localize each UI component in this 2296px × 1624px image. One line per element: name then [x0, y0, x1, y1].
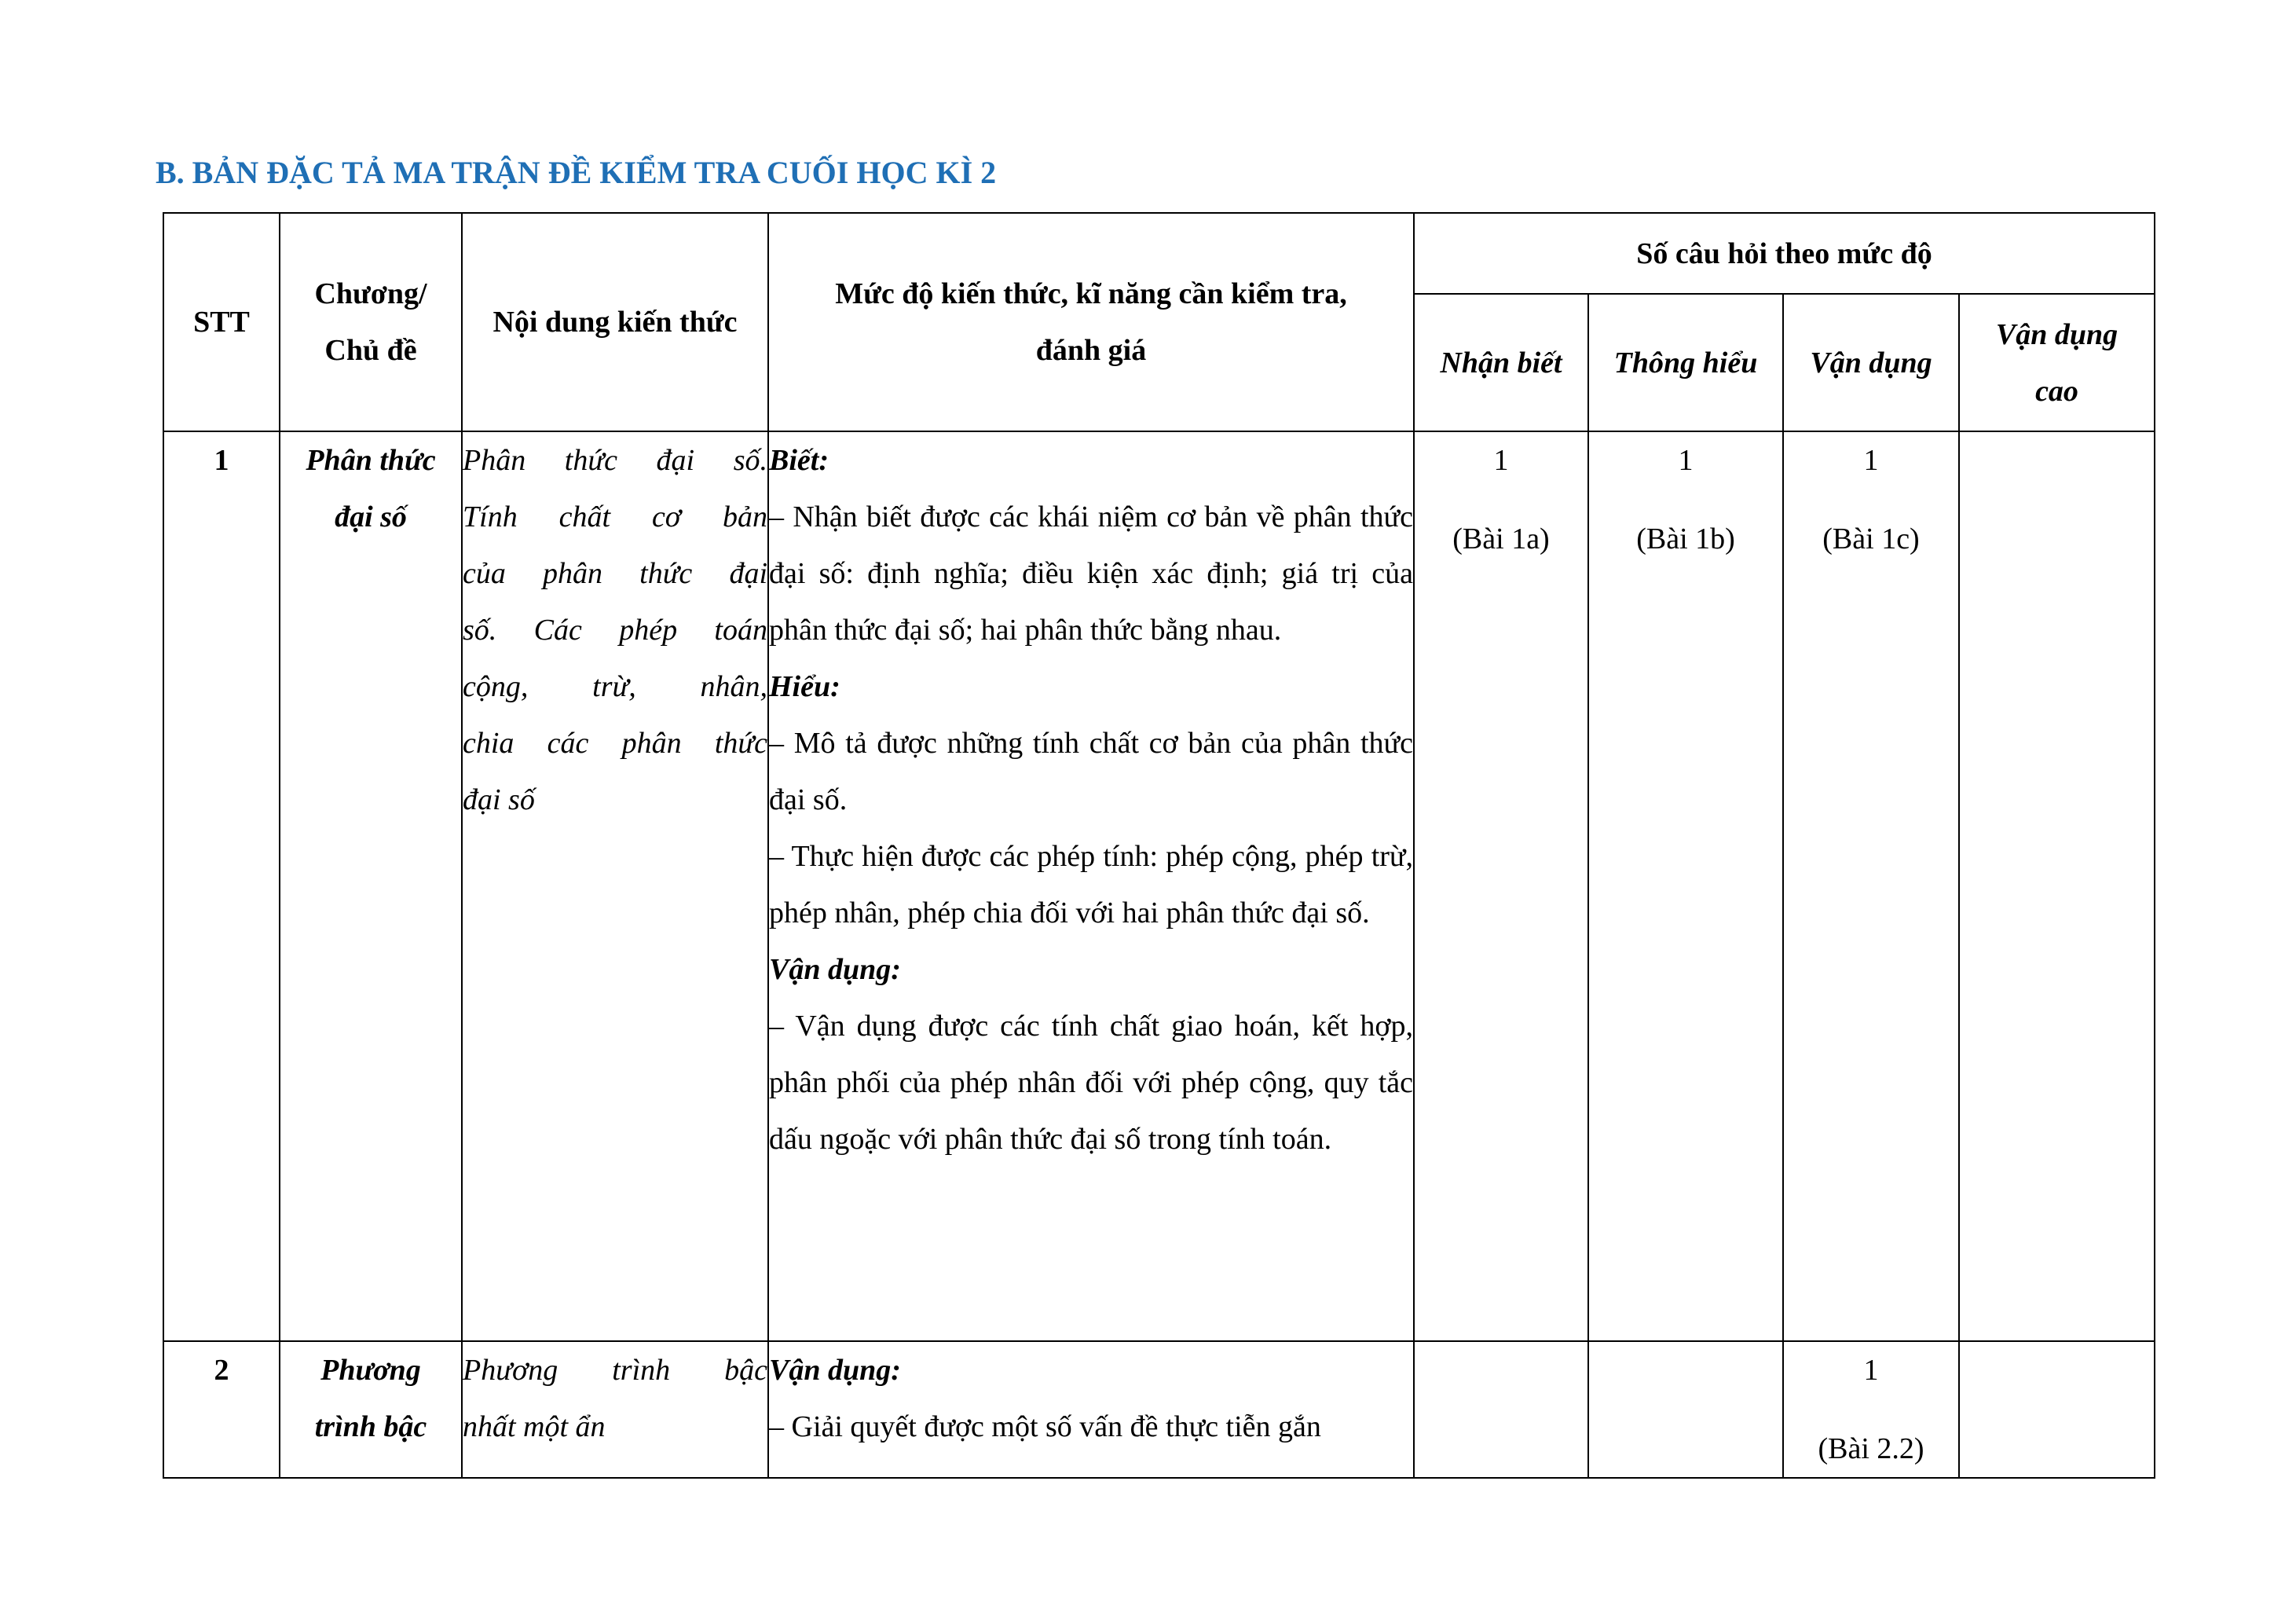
requirement-item: – Vận dụng được các tính chất giao hoán, kết hợp, phân phối của phép nhân đối với phép cộng, quy tắc dấu ngoặc với phân thức đại số trong tính toán.: [769, 1010, 1413, 1156]
row-chapter-line2: trình bậc: [314, 1410, 427, 1443]
table-row: [163, 1341, 2155, 1478]
content-line: của phân thức đại: [463, 557, 767, 590]
content-line: nhất một ẩn: [463, 1410, 606, 1443]
count-number: 1: [1678, 444, 1694, 477]
content-line: số. Các phép toán: [463, 614, 767, 647]
count-reference: (Bài 2.2): [1818, 1432, 1924, 1465]
content-line: Tính chất cơ bản: [463, 500, 767, 533]
row-requirements: [768, 1341, 1414, 1478]
requirement-item: – Mô tả được những tính chất cơ bản của phân thức đại số.: [769, 727, 1413, 816]
row-content: [462, 1341, 768, 1478]
row-chapter: [280, 431, 462, 1341]
header-chapter: [280, 213, 462, 431]
requirement-heading-understand: Hiểu:: [769, 670, 840, 703]
header-content: Nội dung kiến thức: [462, 213, 768, 431]
page-title: B. BẢN ĐẶC TẢ MA TRẬN ĐỀ KIỂM TRA CUỐI HỌC KÌ 2: [156, 155, 997, 190]
header-level-apply-high: [1959, 294, 2155, 431]
row-apply-count: [1783, 431, 1959, 1341]
count-number: 1: [1863, 1354, 1879, 1387]
row-recognize-count: [1414, 431, 1588, 1341]
row-understand-count: [1588, 431, 1783, 1341]
content-line: Phân thức đại số.: [463, 444, 767, 477]
header-levels-title: Số câu hỏi theo mức độ: [1414, 213, 2155, 294]
row-apply-count: [1783, 1341, 1959, 1478]
row-chapter-line1: Phương: [320, 1354, 421, 1387]
header-level-recognize: Nhận biết: [1414, 294, 1588, 431]
row-content: [462, 431, 768, 1341]
content-line: đại số: [463, 783, 535, 816]
content-line: chia các phân thức: [463, 727, 767, 760]
row-chapter-line1: Phân thức: [306, 444, 436, 477]
row-recognize-count: [1414, 1341, 1588, 1478]
specification-table: [163, 212, 2155, 1479]
count-reference: (Bài 1b): [1636, 522, 1735, 555]
header-level-apply-high-line2: cao: [2035, 374, 2078, 408]
row-understand-count: [1588, 1341, 1783, 1478]
requirement-item: – Giải quyết được một số vấn đề thực tiễn gắn: [769, 1410, 1321, 1443]
header-requirement: [768, 213, 1414, 431]
requirement-item: – Nhận biết được các khái niệm cơ bản về phân thức đại số: định nghĩa; điều kiện xác định; giá trị của phân thức đại số; hai phân thức bằng nhau.: [769, 500, 1413, 647]
header-requirement-line2: đánh giá: [1035, 334, 1147, 367]
count-reference: (Bài 1c): [1822, 522, 1920, 555]
content-line: cộng, trừ, nhân,: [463, 670, 767, 703]
row-stt: 1: [163, 431, 280, 1341]
row-apply-high-count: [1959, 431, 2155, 1341]
header-level-apply: Vận dụng: [1783, 294, 1959, 431]
requirement-item: – Thực hiện được các phép tính: phép cộng, phép trừ, phép nhân, phép chia đối với hai phân thức đại số.: [769, 840, 1413, 929]
row-apply-high-count: [1959, 1341, 2155, 1478]
count-reference: (Bài 1a): [1452, 522, 1550, 555]
row-chapter: [280, 1341, 462, 1478]
header-requirement-line1: Mức độ kiến thức, kĩ năng cần kiểm tra,: [835, 277, 1347, 310]
header-level-apply-high-line1: Vận dụng: [1995, 317, 2118, 351]
count-number: 1: [1863, 444, 1879, 477]
content-line: Phương trình bậc: [463, 1354, 767, 1387]
header-chapter-line1: Chương/: [314, 277, 427, 310]
row-stt: 2: [163, 1341, 280, 1478]
row-chapter-line2: đại số: [335, 500, 407, 533]
header-level-understand: Thông hiểu: [1588, 294, 1783, 431]
requirement-heading-apply: Vận dụng:: [769, 953, 901, 986]
header-stt: STT: [163, 213, 280, 431]
table-row: [163, 431, 2155, 1341]
requirement-heading-apply: Vận dụng:: [769, 1354, 901, 1387]
row-requirements: [768, 431, 1414, 1341]
requirement-heading-know: Biết:: [769, 444, 829, 477]
count-number: 1: [1493, 444, 1509, 477]
header-chapter-line2: Chủ đề: [324, 334, 417, 367]
